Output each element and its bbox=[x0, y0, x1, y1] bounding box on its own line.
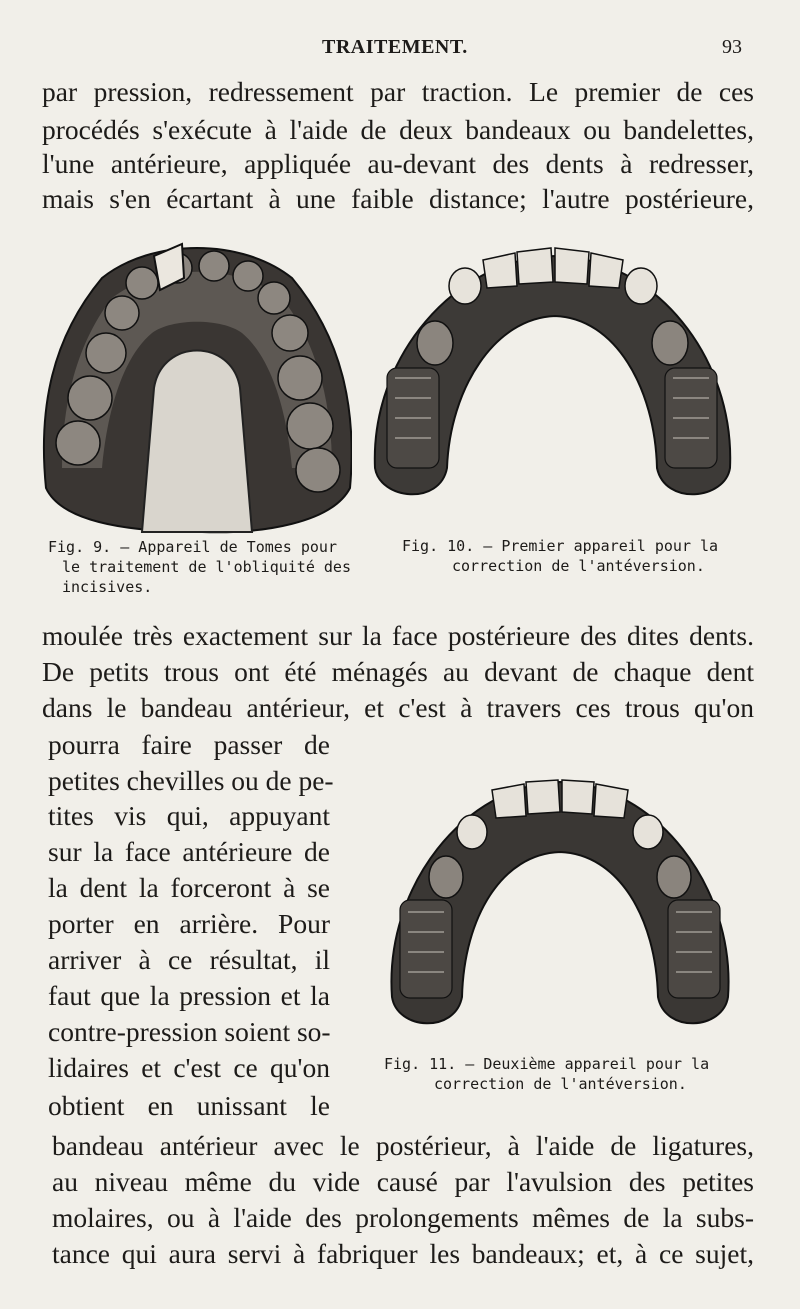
text-line: De petits trous ont été ménagés au devant de chaque dent bbox=[42, 656, 754, 687]
text-line: tance qui aura servi à fabriquer les bandeaux; et, à ce sujet, bbox=[52, 1238, 754, 1269]
figure-10-caption-line: Fig. 10. — Premier appareil pour la bbox=[402, 537, 719, 555]
figure-9-caption-line: Fig. 9. — Appareil de Tomes pour bbox=[48, 538, 337, 556]
text-line: arriver à ce résultat, il bbox=[48, 944, 330, 975]
text-line: procédés s'exécute à l'aide de deux bandeaux ou bandelettes, bbox=[42, 114, 754, 145]
figure-10-illustration bbox=[365, 238, 740, 510]
text-line: molaires, ou à l'aide des prolongements mêmes de la subs- bbox=[52, 1202, 754, 1233]
text-line: par pression, redressement par traction. Le premier de ces bbox=[42, 76, 754, 107]
figure-11-caption-line: Fig. 11. — Deuxième appareil pour la bbox=[384, 1055, 710, 1073]
figure-10-caption-line: correction de l'antéversion. bbox=[452, 557, 705, 575]
figure-11-illustration bbox=[380, 772, 740, 1034]
running-header bbox=[0, 36, 800, 60]
text-line: sur la face antérieure de bbox=[48, 836, 330, 867]
figure-9-caption-line: incisives. bbox=[62, 578, 153, 596]
text-line: l'une antérieure, appliquée au-devant des dents à redresser, bbox=[42, 148, 754, 179]
text-line: obtient en unissant le bbox=[48, 1090, 330, 1121]
figure-9-caption-line: le traitement de l'obliquité des bbox=[62, 558, 351, 576]
figure-11-caption-line: correction de l'antéversion. bbox=[434, 1075, 687, 1093]
text-line: tites vis qui, appuyant bbox=[48, 800, 330, 831]
text-line: pourra faire passer de bbox=[48, 729, 330, 760]
text-line: petites chevilles ou de pe- bbox=[48, 765, 334, 796]
page-number: 93 bbox=[722, 36, 742, 58]
running-title: TRAITEMENT. bbox=[322, 36, 468, 58]
figure-9-illustration bbox=[42, 238, 352, 534]
text-line: dans le bandeau antérieur, et c'est à travers ces trous qu'on bbox=[42, 692, 754, 723]
text-line: la dent la forceront à se bbox=[48, 872, 330, 903]
text-line: mais s'en écartant à une faible distance; l'autre postérieure, bbox=[42, 183, 754, 214]
text-line: bandeau antérieur avec le postérieur, à l'aide de ligatures, bbox=[52, 1130, 754, 1161]
text-line: lidaires et c'est ce qu'on bbox=[48, 1052, 330, 1083]
text-line: contre-pression soient so- bbox=[48, 1016, 331, 1047]
text-line: faut que la pression et la bbox=[48, 980, 330, 1011]
text-line: au niveau même du vide causé par l'avulsion des petites bbox=[52, 1166, 754, 1197]
text-line: moulée très exactement sur la face postérieure des dites dents. bbox=[42, 620, 754, 651]
text-line: porter en arrière. Pour bbox=[48, 908, 330, 939]
